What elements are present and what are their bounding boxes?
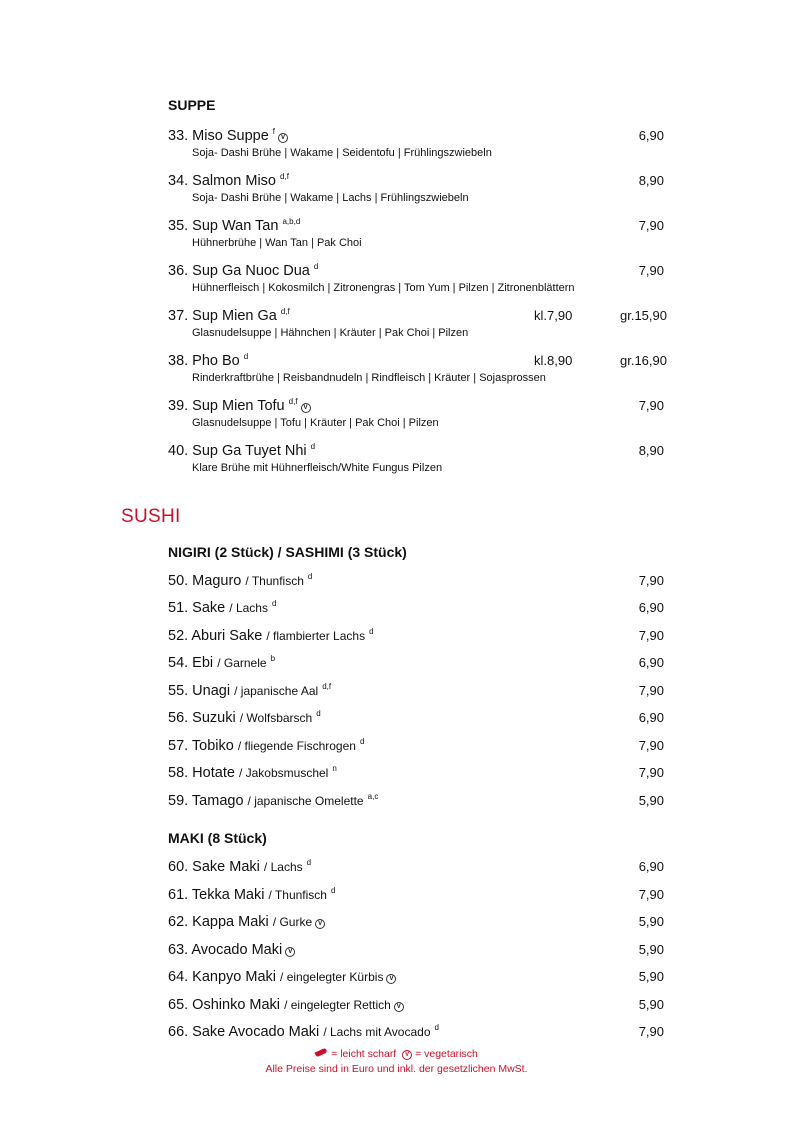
- item-translation: / eingelegter Kürbis: [280, 970, 384, 984]
- menu-item: [168, 969, 678, 985]
- item-price: 6,90: [638, 859, 664, 874]
- item-name: 59. Tamago: [168, 793, 244, 809]
- item-name: 38. Pho Bo: [168, 353, 240, 369]
- item-price: 7,90: [638, 263, 664, 278]
- item-price: 7,90: [638, 628, 664, 643]
- item-price: 5,90: [638, 793, 664, 808]
- allergen-codes: d: [313, 262, 319, 272]
- allergen-codes: d: [243, 352, 249, 362]
- item-translation: / Gurke: [272, 915, 313, 929]
- item-name: 33. Miso Suppe: [168, 128, 269, 144]
- allergen-codes: d: [369, 627, 374, 637]
- allergen-codes: d: [310, 442, 316, 452]
- menu-item: [168, 887, 678, 903]
- item-price: 7,90: [638, 765, 664, 780]
- chili-icon: [315, 1048, 328, 1058]
- menu-item: [168, 173, 678, 204]
- item-name: 35. Sup Wan Tan: [168, 218, 279, 234]
- item-name: 60. Sake Maki: [168, 859, 260, 875]
- item-price: 6,90: [638, 710, 664, 725]
- item-price: 7,90: [638, 1024, 664, 1039]
- vegetarian-icon: V: [315, 919, 325, 929]
- category-title-sushi: SUSHI: [121, 506, 181, 527]
- menu-item: [168, 765, 678, 781]
- item-price-large: gr.16,90: [620, 353, 667, 368]
- allergen-codes: n: [332, 764, 337, 774]
- item-name: 63. Avocado Maki: [168, 942, 283, 958]
- vegetarian-icon: V: [386, 974, 396, 984]
- item-description: Rinderkraftbrühe | Reisbandnudeln | Rindfleisch | Kräuter | Sojasprossen: [192, 372, 546, 384]
- section-header-suppe: SUPPE: [168, 97, 216, 113]
- item-translation: / Lachs: [229, 601, 268, 615]
- item-translation: / Thunfisch: [245, 574, 304, 588]
- allergen-codes: a,c: [367, 792, 379, 802]
- legend-vegetarian: = vegetarisch: [415, 1048, 478, 1060]
- item-price: 6,90: [638, 655, 664, 670]
- item-price-large: gr.15,90: [620, 308, 667, 323]
- item-name: 56. Suzuki: [168, 710, 236, 726]
- item-price: 5,90: [638, 914, 664, 929]
- menu-item: [168, 398, 678, 429]
- item-price-small: kl.7,90: [534, 308, 573, 323]
- item-name: 54. Ebi: [168, 655, 214, 671]
- item-price: 7,90: [638, 738, 664, 753]
- item-description: Glasnudelsuppe | Hähnchen | Kräuter | Pak Choi | Pilzen: [192, 327, 469, 339]
- allergen-codes: d: [434, 1023, 439, 1033]
- menu-item: [168, 997, 678, 1013]
- item-name: 65. Oshinko Maki: [168, 997, 281, 1013]
- item-price: 5,90: [638, 942, 664, 957]
- item-description: Glasnudelsuppe | Tofu | Kräuter | Pak Choi | Pilzen: [192, 417, 439, 429]
- allergen-codes: d: [307, 572, 313, 582]
- item-price: 8,90: [638, 173, 664, 188]
- menu-item: [168, 600, 678, 616]
- menu-item: [168, 628, 678, 644]
- allergen-codes: d: [306, 858, 312, 868]
- menu-item: [168, 942, 678, 958]
- allergen-codes: f: [272, 127, 276, 137]
- vegetarian-icon: V: [402, 1050, 412, 1060]
- item-name: 57. Tobiko: [168, 738, 234, 754]
- item-price: 6,90: [638, 128, 664, 143]
- footer-legend: [0, 1048, 793, 1060]
- item-description: Klare Brühe mit Hühnerfleisch/White Fungus Pilzen: [192, 462, 443, 474]
- allergen-codes: d: [316, 709, 321, 719]
- allergen-codes: d,f: [288, 397, 298, 407]
- section-header-nigiri: NIGIRI (2 Stück) / SASHIMI (3 Stück): [168, 544, 407, 560]
- item-translation: / flambierter Lachs: [266, 629, 366, 643]
- item-translation: / Lachs: [263, 860, 303, 874]
- allergen-codes: b: [270, 654, 276, 664]
- menu-item: [168, 353, 678, 384]
- item-name: 50. Maguro: [168, 573, 242, 589]
- allergen-codes: d,f: [322, 682, 332, 692]
- menu-item: [168, 263, 678, 294]
- vegetarian-icon: V: [301, 403, 311, 413]
- item-price: 7,90: [638, 683, 664, 698]
- menu-item: [168, 573, 678, 589]
- item-translation: / fliegende Fischrogen: [237, 739, 356, 753]
- item-name: 51. Sake: [168, 600, 226, 616]
- menu-item: [168, 738, 678, 754]
- item-name: 39. Sup Mien Tofu: [168, 398, 285, 414]
- menu-item: [168, 859, 678, 875]
- vegetarian-icon: V: [285, 947, 295, 957]
- item-name: 40. Sup Ga Tuyet Nhi: [168, 443, 307, 459]
- item-description: Hühnerfleisch | Kokosmilch | Zitronengras | Tom Yum | Pilzen | Zitronenblättern: [192, 282, 575, 294]
- item-price: 7,90: [638, 887, 664, 902]
- item-translation: / Garnele: [217, 656, 267, 670]
- item-name: 37. Sup Mien Ga: [168, 308, 277, 324]
- item-translation: / Jakobsmuschel: [238, 766, 329, 780]
- item-name: 52. Aburi Sake: [168, 628, 263, 644]
- footer-note: Alle Preise sind in Euro und inkl. der gesetzlichen MwSt.: [265, 1063, 528, 1075]
- item-price-small: kl.8,90: [534, 353, 573, 368]
- item-name: 34. Salmon Miso: [168, 173, 276, 189]
- item-name: 58. Hotate: [168, 765, 235, 781]
- item-price: 5,90: [638, 969, 664, 984]
- allergen-codes: d,f: [280, 172, 289, 182]
- item-description: Soja- Dashi Brühe | Wakame | Seidentofu | Frühlingszwiebeln: [192, 147, 492, 159]
- menu-item: [168, 793, 678, 809]
- item-price: 7,90: [638, 573, 664, 588]
- item-price: 5,90: [638, 997, 664, 1012]
- menu-item: [168, 128, 678, 159]
- section-header-maki: MAKI (8 Stück): [168, 830, 267, 846]
- allergen-codes: d: [359, 737, 365, 747]
- item-translation: / japanische Aal: [234, 684, 319, 698]
- item-translation: / Wolfsbarsch: [239, 711, 313, 725]
- item-description: Soja- Dashi Brühe | Wakame | Lachs | Frühlingszwiebeln: [192, 192, 469, 204]
- item-price: 7,90: [638, 218, 664, 233]
- allergen-codes: d,f: [280, 307, 290, 317]
- menu-item: [168, 443, 678, 474]
- item-name: 36. Sup Ga Nuoc Dua: [168, 263, 310, 279]
- item-price: 7,90: [638, 398, 664, 413]
- vegetarian-icon: V: [278, 133, 288, 143]
- allergen-codes: d: [272, 599, 277, 609]
- menu-item: [168, 683, 678, 699]
- item-translation: / japanische Omelette: [247, 794, 364, 808]
- item-description: Hühnerbrühe | Wan Tan | Pak Choi: [192, 237, 362, 249]
- menu-item: [168, 655, 678, 671]
- item-translation: / Thunfisch: [268, 888, 327, 902]
- item-name: 62. Kappa Maki: [168, 914, 269, 930]
- menu-item: [168, 218, 678, 249]
- item-name: 64. Kanpyo Maki: [168, 969, 277, 985]
- allergen-codes: a,b,d: [282, 217, 301, 227]
- menu-item: [168, 710, 678, 726]
- item-name: 61. Tekka Maki: [168, 887, 265, 903]
- menu-item: [168, 1024, 678, 1040]
- item-price: 8,90: [638, 443, 664, 458]
- menu-item: [168, 308, 678, 339]
- allergen-codes: d: [331, 886, 336, 896]
- item-translation: / eingelegter Rettich: [284, 998, 391, 1012]
- vegetarian-icon: V: [394, 1002, 404, 1012]
- menu-item: [168, 914, 678, 930]
- item-name: 66. Sake Avocado Maki: [168, 1024, 320, 1040]
- legend-spicy: = leicht scharf: [331, 1048, 397, 1060]
- item-translation: / Lachs mit Avocado: [323, 1025, 431, 1039]
- item-price: 6,90: [638, 600, 664, 615]
- item-name: 55. Unagi: [168, 683, 231, 699]
